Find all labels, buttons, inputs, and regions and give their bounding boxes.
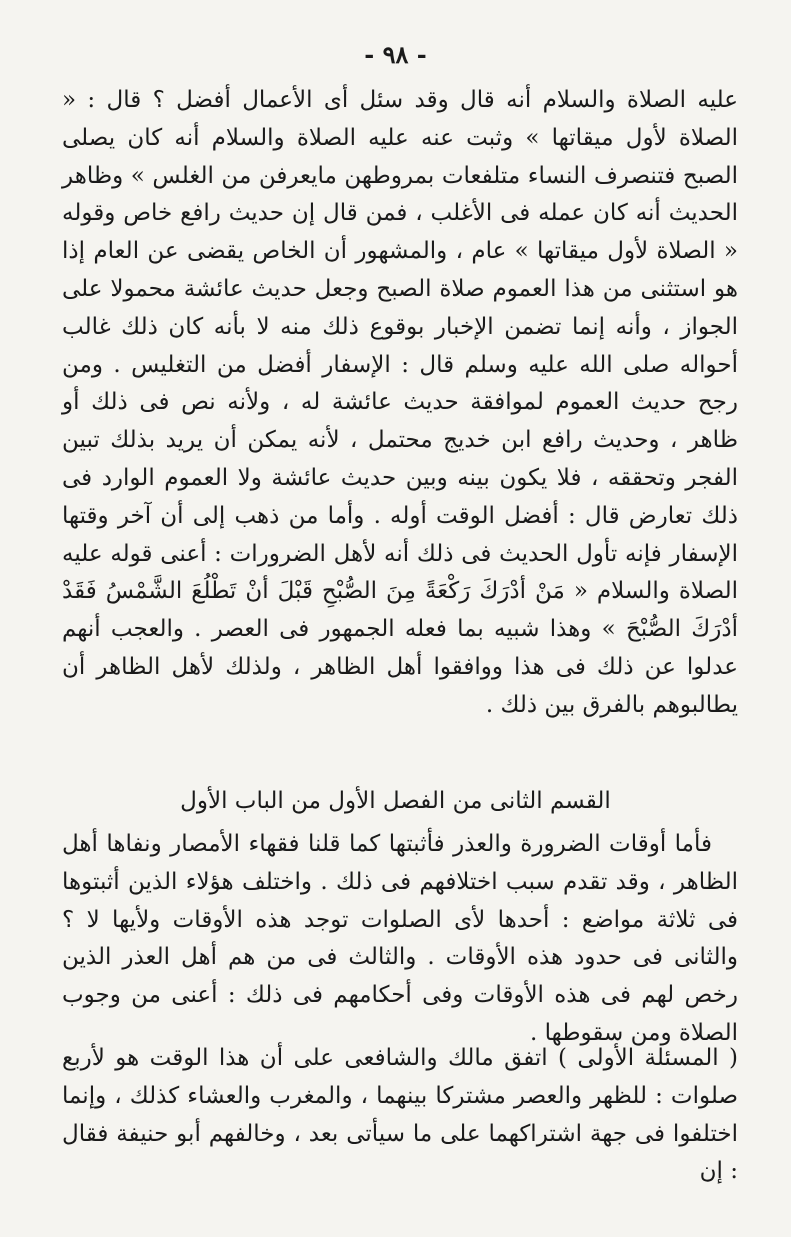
paragraph-first-question: ( المسئلة الأولى ) اتفق مالك والشافعى على أن هذا الوقت هو لأربع صلوات : للظهر والعصر مشتركا بينهما ، والمغرب والعشاء كذلك ، وإنما اختلفوا فى جهة اشتراكهما على ما سيأتى بعد ، وخالفهم أبو حنيفة فقال : إن: [62, 1045, 738, 1185]
section-heading: القسم الثانى من الفصل الأول من الباب الأول: [180, 788, 611, 814]
paragraph-dawn-prayer-time: عليه الصلاة والسلام أنه قال وقد سئل أى الأعمال أفضل ؟ قال : « الصلاة لأول ميقاتها » وثبت عنه عليه الصلاة والسلام أنه كان يصلى الصبح فتنصرف النساء متلفعات بمروطهن مايعرفن من الغلس » وظاهر الحديث أنه كان عمله فى الأغلب ، فمن قال إن حديث رافع خاص وقوله « الصلاة لأول ميقاتها » عام ، والمشهور أن الخاص يقضى عن العام إذا هو استثنى من هذا العموم صلاة الصبح وجعل حديث عائشة محمولا على الجواز ، وأنه إنما تضمن الإخبار بوقوع ذلك منه لا بأنه كان ذلك غالب أحواله صلى الله عليه وسلم قال : الإسفار أفضل من التغليس . ومن رجح حديث العموم لموافقة حديث عائشة له ، ولأنه نص فى ذلك أو ظاهر ، وحديث رافع ابن خديج محتمل ، لأنه يمكن أن يريد بذلك تبين الفجر وتحققه ، فلا يكون بينه وبين حديث عائشة ولا العموم الوارد فى ذلك تعارض قال : أفضل الوقت أوله . وأما من ذهب إلى أن آخر وقتها الإسفار فإنه تأول الحديث فى ذلك أنه لأهل الضرورات : أعنى قوله عليه الصلاة والسلام « مَنْ أدْرَكَ رَكْعَةً مِنَ الصُّبْحِ قَبْلَ أنْ تَطْلُعَ الشَّمْسُ فَقَدْ أدْرَكَ الصُّبْحَ » وهذا شبيه بما فعله الجمهور فى العصر . والعجب أنهم عدلوا عن ذلك فى هذا ووافقوا أهل الظاهر ، ولذلك لأهل الظاهر أن يطالبوهم بالفرق بين ذلك .: [62, 87, 738, 718]
paragraph-necessity-times: [62, 826, 738, 1053]
paragraph-necessity-times-text: فأما أوقات الضرورة والعذر فأثبتها كما قلنا فقهاء الأمصار ونفاها أهل الظاهر ، وقد تقدم سبب اختلافهم فى ذلك . واختلف هؤلاء الذين أثبتوها فى ثلاثة مواضع : أحدها لأى الصلوات توجد هذه الأوقات ولأيها لا ؟ والثانى فى حدود هذه الأوقات . والثالث فى من هم أهل العذر الذين رخص لهم فى هذه الأوقات وفى أحكامهم فى ذلك : أعنى من وجوب الصلاة ومن سقوطها .: [62, 831, 738, 1046]
page-number: - ٩٨ -: [364, 40, 427, 69]
